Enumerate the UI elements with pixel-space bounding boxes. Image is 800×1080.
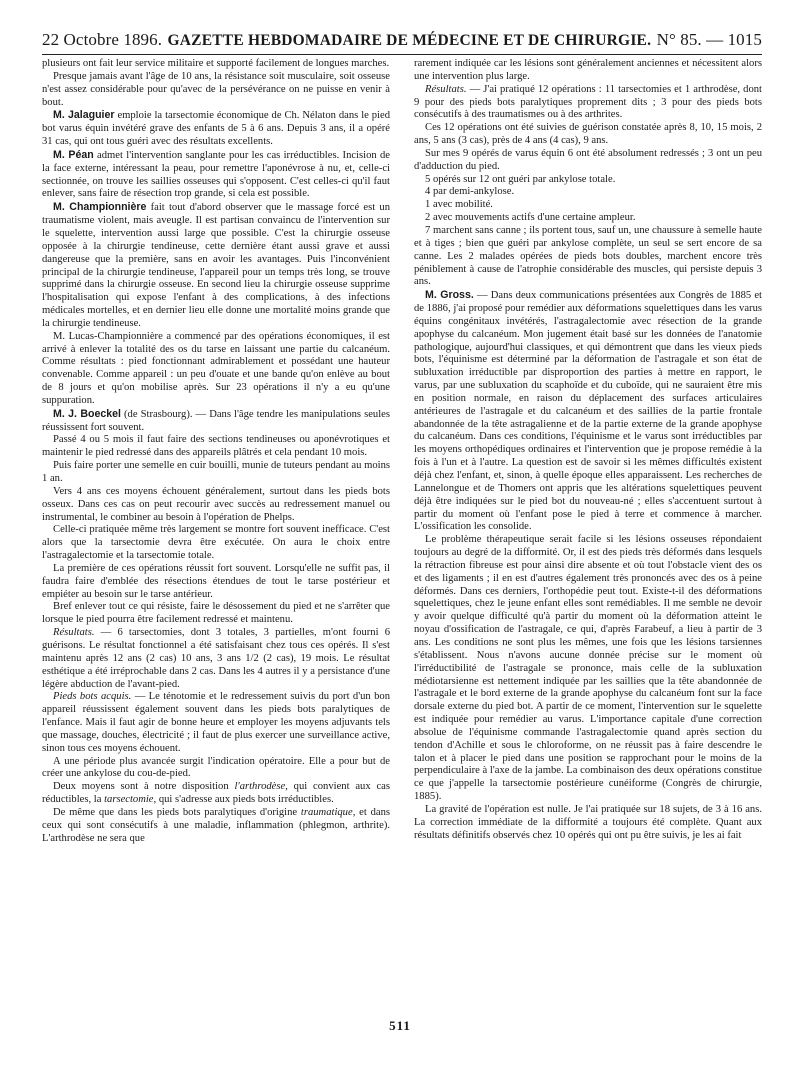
paragraph <box>42 408 390 435</box>
paragraph: Ces 12 opérations ont été suivies de guérison constatée après 8, 10, 15 mois, 2 ans, 5 ans (3 cas), près de 4 ans (4 cas), 9 ans. <box>414 122 762 147</box>
paragraph <box>42 691 390 755</box>
paragraph: Presque jamais avant l'âge de 10 ans, la résistance soit musculaire, soit osseuse n'est assez considérable pour qu'avec de la persévérance on ne puisse en venir à bout. <box>42 70 390 108</box>
paragraph-text: , qui s'adresse aux pieds bots irréductibles. <box>153 794 334 806</box>
paragraph-text: Deux moyens sont à notre disposition <box>53 781 235 793</box>
speaker-name: M. J. Boeckel <box>53 407 121 420</box>
paragraph <box>42 807 390 846</box>
paragraph: Sur mes 9 opérés de varus équin 6 ont été absolument redressés ; 3 ont un peu d'adduction du pied. <box>414 147 762 172</box>
text-columns <box>42 58 762 845</box>
paragraph <box>414 84 762 123</box>
paragraph <box>414 289 762 534</box>
issue-date: 22 Octobre 1896. <box>42 30 163 49</box>
paragraph-text: , et dans ceux qui sont consécutifs à une maladie, inflammation (phlegmon, arthrite). L'arthrodèse ne sera que <box>42 806 390 844</box>
paragraph: 4 par demi-ankylose. <box>425 186 515 198</box>
page-folio: 511 <box>389 1018 411 1033</box>
paragraph: Celle-ci pratiquée même très largement se montre fort souvent inefficace. C'est alors que la tarsectomie devra être exécutée. On aura le choix entre l'astragalectomie et la tarsectomie totale. <box>42 524 390 562</box>
paragraph: Passé 4 ou 5 mois il faut faire des sections tendineuses ou aponévrotiques et maintenir le pied redressé dans des appareils plâtrés et cela pendant 10 mois. <box>42 434 390 459</box>
emphasis: tarsectomie <box>104 794 154 806</box>
paragraph <box>42 109 390 149</box>
paragraph: plusieurs ont fait leur service militaire et supporté facilement de longues marches. <box>42 58 390 69</box>
paragraph: M. Lucas-Championnière a commencé par des opérations économiques, il est arrivé à enlever la totalité des os du tarse en laissant une partie du calcanéum. Comme résultats : pied fonctionnant admirablement et possédant une hauteur convenable. Comme appareil : un peu d'ouate et une bande qu'on enlève au bout de 8 jours et qu'on mobilise après. Sur 23 opérations il n'y a eu qu'une suppuration. <box>42 330 390 406</box>
paragraph-text: — Dans deux communications présentées aux Congrès de 1885 et de 1886, j'ai proposé pour remédier aux déformations squelettiques dans les varus équins congénitaux invétérés, l'astragalectomie avec résection de la grande apophyse du calcanéum. Mon jugement était basé sur les données de l'anatomie pathologique, aujourd'hui classiques, et qui démontrent que dans les vieux pieds bots, l'équinisme est déterminé par la déformation de l'astragale et son état de subluxation irréductible par disproportion des parties à mettre en rapport, le varus, par une subluxation du scaphoïde et du cuboïde, qui ne sauraient être mis en position normale, en raison du déplacement des surfaces articulaires antérieures de l'astragale et du calcanéum et des saillies de la partie frontale abandonnée de la tête astragalienne et de la partie externe de la grande apophyse du calcanéum. Dans ces conditions, l'équinisme et le varus sont irréductibles par les moyens orthopédiques ordinaires et l'intervention que je propose remédie à la fois à l'un et à l'autre. La question est de savoir si les mêmes difficultés existent déjà chez l'enfant, et, sinon, à quelle époque elles apparaissent. Les recherches de Lannelongue et de Thomers ont appris que les altérations squelettiques peuvent déjà être indiquées sur le pied bot du nouveau-né ; elles s'accentuent surtout à partir du moment où l'enfant pose le pied à terre et commence à marcher. L'ossification les consolide. <box>414 290 762 533</box>
speaker-name: M. Championnière <box>53 201 147 214</box>
paragraph-text: — J'ai pratiqué 12 opérations : 11 tarsectomies et 1 arthrodèse, dont 9 pour des pieds bots paralytiques proprement dits ; 3 pour des pieds bots consécutifs à des traumatismes ou à des arthrites. <box>414 83 762 121</box>
paragraph-text: — Le ténotomie et le redressement suivis du port d'un bon appareil réussissent également souvent dans les pieds bots paralytiques de l'enfance. Mais il faut agir de bonne heure et employer les moyens adjuvants tels que massage, douches, électricité ; il faut de plus exercer une surveillance active, sinon tous ces moyens échouent. <box>42 691 390 754</box>
paragraph: Vers 4 ans ces moyens échouent généralement, surtout dans les pieds bots osseux. Dans ces cas on peut recourir avec succès au redressement manuel ou instrumental, le combiner au besoin à l'opération de Phelps. <box>42 485 390 523</box>
paragraph <box>42 627 390 691</box>
paragraph-text: — 6 tarsectomies, dont 3 totales, 3 partielles, m'ont fourni 6 guérisons. Le résultat fonctionnel a été satisfaisant chez tous ces opérés. Il s'est maintenu après 12 ans (2 cas) 10 ans, 3 ans 1/2 (2 cas), 19 mois. Le résultat esthétique a été irréprochable dans 2 cas. Dans les 4 autres il y a persistance d'une légère abduction de l'avant-pied. <box>42 627 390 690</box>
speaker-name: M. Gross. <box>425 289 474 302</box>
paragraph: A une période plus avancée surgit l'indication opératoire. Elle a pour but de créer une ankylose du cou-de-pied. <box>42 755 390 780</box>
section-label: Résultats. <box>53 627 95 639</box>
paragraph-text: fait tout d'abord observer que le massage forcé est un traumatisme violent, mais aveugle. Il est partisan convaincu de l'intervention sur le squelette, intervention aussi large que possible. C'est la chirurgie osseuse opposée à la chirurgie tendineuse, cette dernière étant aussi grave et aussi dangereuse que la première, sans en avoir les avantages. Puis l'inconvénient principal de la chirurgie tendineuse, l'appareil pour un temps très long, se trouve supprimé dans la chirurgie osseuse. En second lieu la chirurgie osseuse supprime l'hospitalisation qui expose l'enfant à des complications, à des infections médicales mortelles, et en dernier lieu elle donne une mortalité moins grande que la chirurgie tendineuse. <box>42 202 391 329</box>
paragraph: La première de ces opérations réussit fort souvent. Lorsqu'elle ne suffit pas, il faudra faire d'emblée des résections étendues de tout le tarse postérieur et empiéter au besoin sur le tarse antérieur. <box>42 562 390 600</box>
left-column <box>42 58 390 845</box>
paragraph: Puis faire porter une semelle en cuir bouilli, munie de tuteurs pendant au moins 1 an. <box>42 460 390 484</box>
speaker-name: M. Péan <box>53 148 94 161</box>
speaker-name: M. Jalaguier <box>53 109 115 122</box>
paragraph-text: De même que dans les pieds bots paralytiques d'origine <box>53 806 301 818</box>
paragraph: La gravité de l'opération est nulle. Je l'ai pratiquée sur 18 sujets, de 3 à 16 ans. La correction immédiate de la difformité a toujours été complète. Quant aux résultats définitifs observés chez 10 opérés qui ont pu être suivis, je les ai fait <box>414 803 762 841</box>
paragraph-text: emploie la tarsectomie économique de Ch. Nélaton dans le pied bot varus équin invétéré grave des enfants de 5 à 6 ans. Depuis 3 ans, il a opéré 31 cas, qui ont tous guéri avec des résultats excellents. <box>42 110 391 148</box>
running-header <box>42 30 762 55</box>
paragraph <box>42 149 390 201</box>
paragraph-text: (de Strasbourg). — Dans l'âge tendre les manipulations seules réussissent fort souvent. <box>42 408 390 433</box>
issue-number-page: N° 85. — 1015 <box>656 30 762 49</box>
section-label: Pieds bots acquis. <box>53 691 132 703</box>
paragraph-text: , qui convient aux cas réductibles, la <box>42 781 390 806</box>
paragraph: 5 opérés sur 12 ont guéri par ankylose totale. <box>425 173 616 185</box>
right-column <box>414 58 762 845</box>
paragraph: 2 avec mouvements actifs d'une certaine ampleur. <box>425 212 636 224</box>
paragraph: Bref enlever tout ce qui résiste, faire le désossement du pied et ne s'arrêter que lorsque le pied pourra être facilement redressé et maintenu. <box>42 601 390 626</box>
emphasis: traumatique <box>300 806 353 818</box>
paragraph <box>42 781 390 807</box>
paragraph: 1 avec mobilité. <box>425 199 493 211</box>
paragraph: rarement indiquée car les lésions sont généralement anciennes et nécessitent alors une intervention plus large. <box>414 58 762 82</box>
paragraph: Le problème thérapeutique serait facile si les lésions osseuses répondaient toujours au degré de la difformité. Or, il est des pieds très déformés dans lesquels la rétraction fibreuse est pour ainsi dire absente et où tout l'obstacle vient des os et des ligaments ; il en est d'autres également très prononcés avec des os à peine déformés. Dans ces derniers, l'orthopédie peut tout. Existe-t-il des déformations squelettiques, chez le jeune enfant elles sont remédiables. Il me semble ne devoir y avoir quelque difficulté qu'à partir du moment où la déformation atteint le noyau d'ossification de l'astragale, ce qui, d'après Farabeuf, a lieu à partir de 3 ans. Les conditions ne sont plus les mêmes, une fois que les lésions tarsiennes s'établissent. Nous n'avons aucune donnée précise sur le moment où l'irréductibilité de l'astragale se prononce, mais celle de la subluxation médiotarsienne est nettement indiquée par les saillies que la tête abandonnée de l'astragale et le bord externe de la grande apophyse du calcanéum font sur la face dorsale externe du pied bot. A partir de ce moment, l'intervention sur le squelette est indiquée pour remédier au varus. L'importance capitale d'une correction absolue de l'équinisme commande l'astragalectomie quand après section du tendon d'Achille et sous le chloroforme, on ne réussit pas à faire descendre le talon et à placer le pied dans une position se rapprochant pour le moins de la perpendiculaire à l'axe de la jambe. La combinaison des deux opérations constitue ce que j'appelle la tarsectomie postérieure cunéiforme (Congrès de chirurgie, 1885). <box>414 534 762 803</box>
paragraph: 7 marchent sans canne ; ils portent tous, sauf un, une chaussure à semelle haute et à tiges ; bien que guéri par ankylose complète, un seul se sert encore de sa canne. Les 2 malades opérées de pieds bots doubles, marchent encore très péniblement à cause de l'atrophie considérable des muscles, qui persiste depuis 3 ans. <box>414 224 762 288</box>
paragraph-text: admet l'intervention sanglante pour les cas irréductibles. Incision de la face externe, intéressant la peau, pour remettre l'aponévrose à nu, et, celle-ci sectionnée, on trouve les saillies osseuses qui s'opposent. C'est celles-ci qu'il faut enlever, sans faire de résection trop grande, si cela est possible. <box>42 149 390 200</box>
emphasis: l'arthrodèse <box>234 781 286 793</box>
section-label: Résultats. <box>425 83 467 95</box>
journal-title: GAZETTE HEBDOMADAIRE DE MÉDECINE ET DE CHIRURGIE. <box>167 32 652 49</box>
paragraph <box>42 201 390 330</box>
